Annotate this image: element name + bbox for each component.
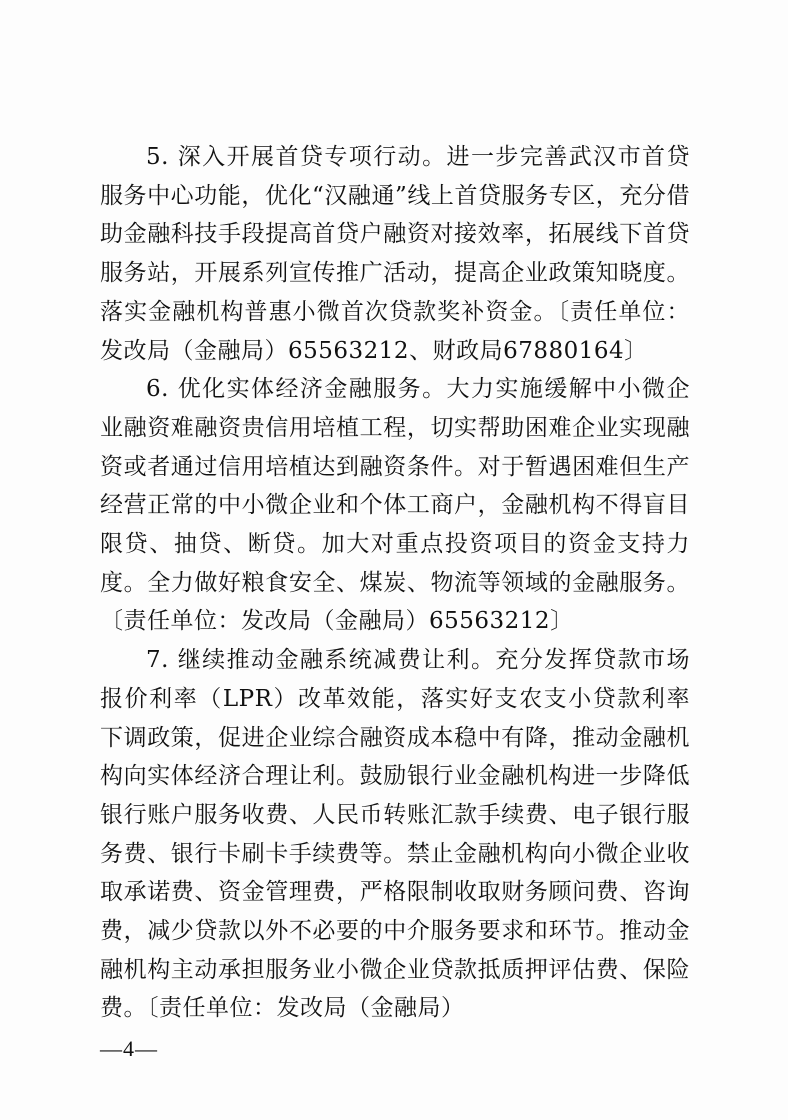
body-text bbox=[100, 138, 690, 1028]
paragraph-item-7: 7. 继续推动金融系统减费让利。充分发挥贷款市场报价利率（LPR）改革效能，落实好支农支小贷款利率下调政策，促进企业综合融资成本稳中有降，推动金融机构向实体经济合理让利。鼓励银行业金融机构进一步降低银行账户服务收费、人民币转账汇款手续费、电子银行服务费、银行卡刷卡手续费等。禁止金融机构向小微企业收取承诺费、资金管理费，严格限制收取财务顾问费、咨询费，减少贷款以外不必要的中介服务要求和环节。推动金融机构主动承担服务业小微企业贷款抵质押评估费、保险费。〔责任单位：发改局（金融局） bbox=[100, 647, 690, 1022]
paragraph-item-5: 5. 深入开展首贷专项行动。进一步完善武汉市首贷服务中心功能，优化“汉融通”线上首贷服务专区，充分借助金融科技手段提高首贷户融资对接效率，拓展线下首贷服务站，开展系列宣传推广活动，提高企业政策知晓度。落实金融机构普惠小微首次贷款奖补资金。〔责任单位：发改局（金融局）65563212、财政局67880164〕 bbox=[100, 144, 690, 364]
page-number: —4— bbox=[100, 1036, 158, 1061]
paragraph-item-6: 6. 优化实体经济金融服务。大力实施缓解中小微企业融资难融资贵信用培植工程，切实帮助困难企业实现融资或者通过信用培植达到融资条件。对于暂遇困难但生产经营正常的中小微企业和个体工商户，金融机构不得盲目限贷、抽贷、断贷。加大对重点投资项目的资金支持力度。全力做好粮食安全、煤炭、物流等领域的金融服务。〔责任单位：发改局（金融局）65563212〕 bbox=[100, 376, 690, 635]
